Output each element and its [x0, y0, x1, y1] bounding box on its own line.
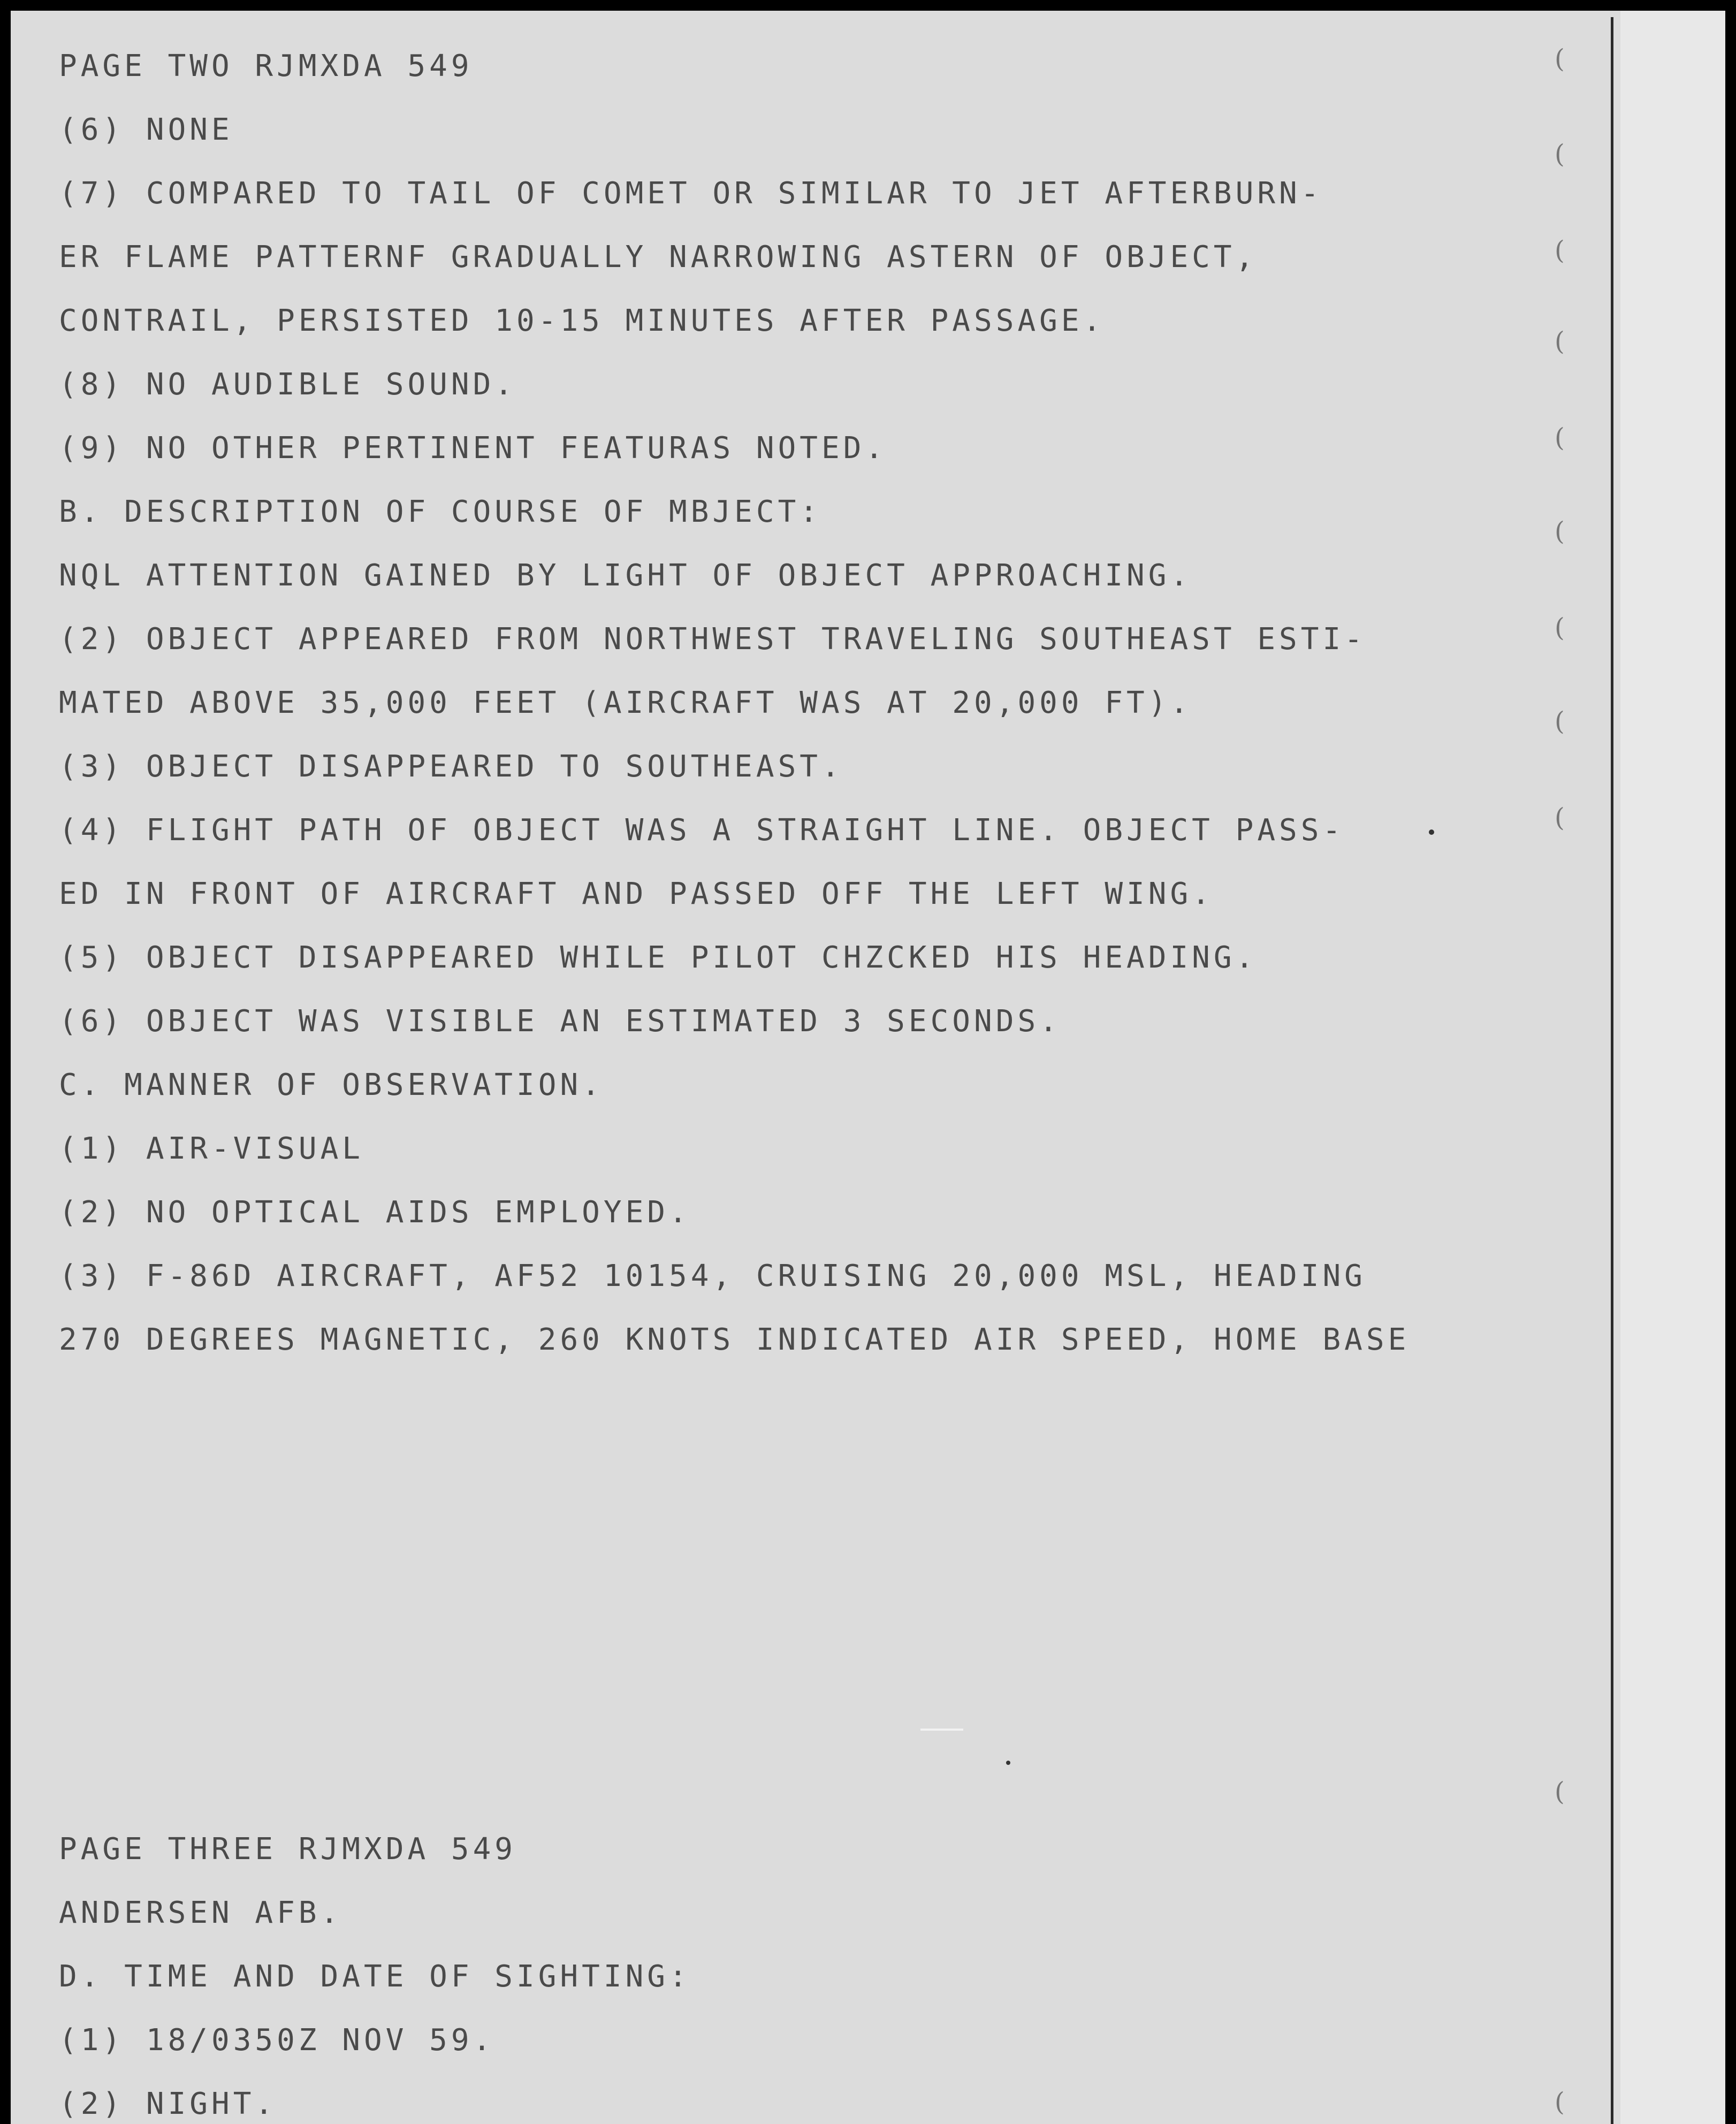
text-line: (9) NO OTHER PERTINENT FEATURAS NOTED. — [59, 431, 887, 466]
feed-hole-mark: ( — [1555, 516, 1565, 546]
text-line: (2) OBJECT APPEARED FROM NORTHWEST TRAVELING SOUTHEAST ESTI- — [59, 622, 1366, 657]
feed-hole-mark: ( — [1555, 44, 1565, 74]
feed-hole-mark: ( — [1555, 803, 1565, 833]
feed-hole-mark: ( — [1555, 1777, 1565, 1807]
text-line: (3) F-86D AIRCRAFT, AF52 10154, CRUISING 20,000 MSL, HEADING — [59, 1259, 1366, 1293]
text-line: PAGE THREE RJMXDA 549 — [59, 1832, 517, 1867]
text-line: (6) NONE — [59, 112, 233, 147]
text-line: (1) AIR-VISUAL — [59, 1131, 364, 1166]
text-line: B. DESCRIPTION OF COURSE OF MBJECT: — [59, 494, 822, 529]
text-line: NQL ATTENTION GAINED BY LIGHT OF OBJECT APPROACHING. — [59, 558, 1192, 593]
text-line: PAGE TWO RJMXDA 549 — [59, 49, 473, 83]
report-text — [59, 34, 1410, 2124]
text-line: (8) NO AUDIBLE SOUND. — [59, 367, 517, 402]
vertical-rule — [1611, 17, 1613, 2124]
text-line: (2) NO OPTICAL AIDS EMPLOYED. — [59, 1195, 691, 1230]
blank-line — [59, 1435, 1410, 1499]
blank-line — [59, 1754, 1410, 1817]
scan-speck — [1429, 829, 1434, 835]
feed-hole-mark: ( — [1555, 235, 1565, 265]
text-line: 270 DEGREES MAGNETIC, 260 KNOTS INDICATED AIR SPEED, HOME BASE — [59, 1322, 1410, 1357]
text-line: ANDERSEN AFB. — [59, 1895, 342, 1930]
text-line: MATED ABOVE 35,000 FEET (AIRCRAFT WAS AT 20,000 FT). — [59, 686, 1192, 720]
blank-line — [59, 1626, 1410, 1690]
text-line: (1) 18/0350Z NOV 59. — [59, 2023, 495, 2058]
feed-hole-mark: ( — [1555, 326, 1565, 356]
text-line: (4) FLIGHT PATH OF OBJECT WAS A STRAIGHT LINE. OBJECT PASS- — [59, 813, 1345, 848]
blank-line — [59, 1690, 1410, 1754]
text-line: (6) OBJECT WAS VISIBLE AN ESTIMATED 3 SECONDS. — [59, 1004, 1061, 1039]
text-line: (7) COMPARED TO TAIL OF COMET OR SIMILAR TO JET AFTERBURN- — [59, 176, 1323, 211]
blank-line — [59, 1563, 1410, 1626]
text-line: (3) OBJECT DISAPPEARED TO SOUTHEAST. — [59, 749, 843, 784]
text-line: CONTRAIL, PERSISTED 10-15 MINUTES AFTER PASSAGE. — [59, 303, 1105, 338]
feed-hole-mark: ( — [1555, 2087, 1565, 2117]
text-line: (5) OBJECT DISAPPEARED WHILE PILOT CHZCKED HIS HEADING. — [59, 940, 1258, 975]
text-line: C. MANNER OF OBSERVATION. — [59, 1068, 604, 1102]
text-line: (2) NIGHT. — [59, 2087, 277, 2121]
feed-hole-mark: ( — [1555, 423, 1565, 453]
feed-hole-mark: ( — [1555, 613, 1565, 643]
blank-line — [59, 1499, 1410, 1563]
feed-hole-mark: ( — [1555, 139, 1565, 169]
text-line: ER FLAME PATTERNF GRADUALLY NARROWING ASTERN OF OBJECT, — [59, 240, 1258, 275]
text-line: ED IN FRONT OF AIRCRAFT AND PASSED OFF THE LEFT WING. — [59, 877, 1214, 911]
teletype-page — [11, 11, 1725, 2124]
margin-strip — [1620, 11, 1725, 2124]
blank-line — [59, 1372, 1410, 1435]
feed-hole-mark: ( — [1555, 706, 1565, 736]
text-line: D. TIME AND DATE OF SIGHTING: — [59, 1959, 691, 1994]
